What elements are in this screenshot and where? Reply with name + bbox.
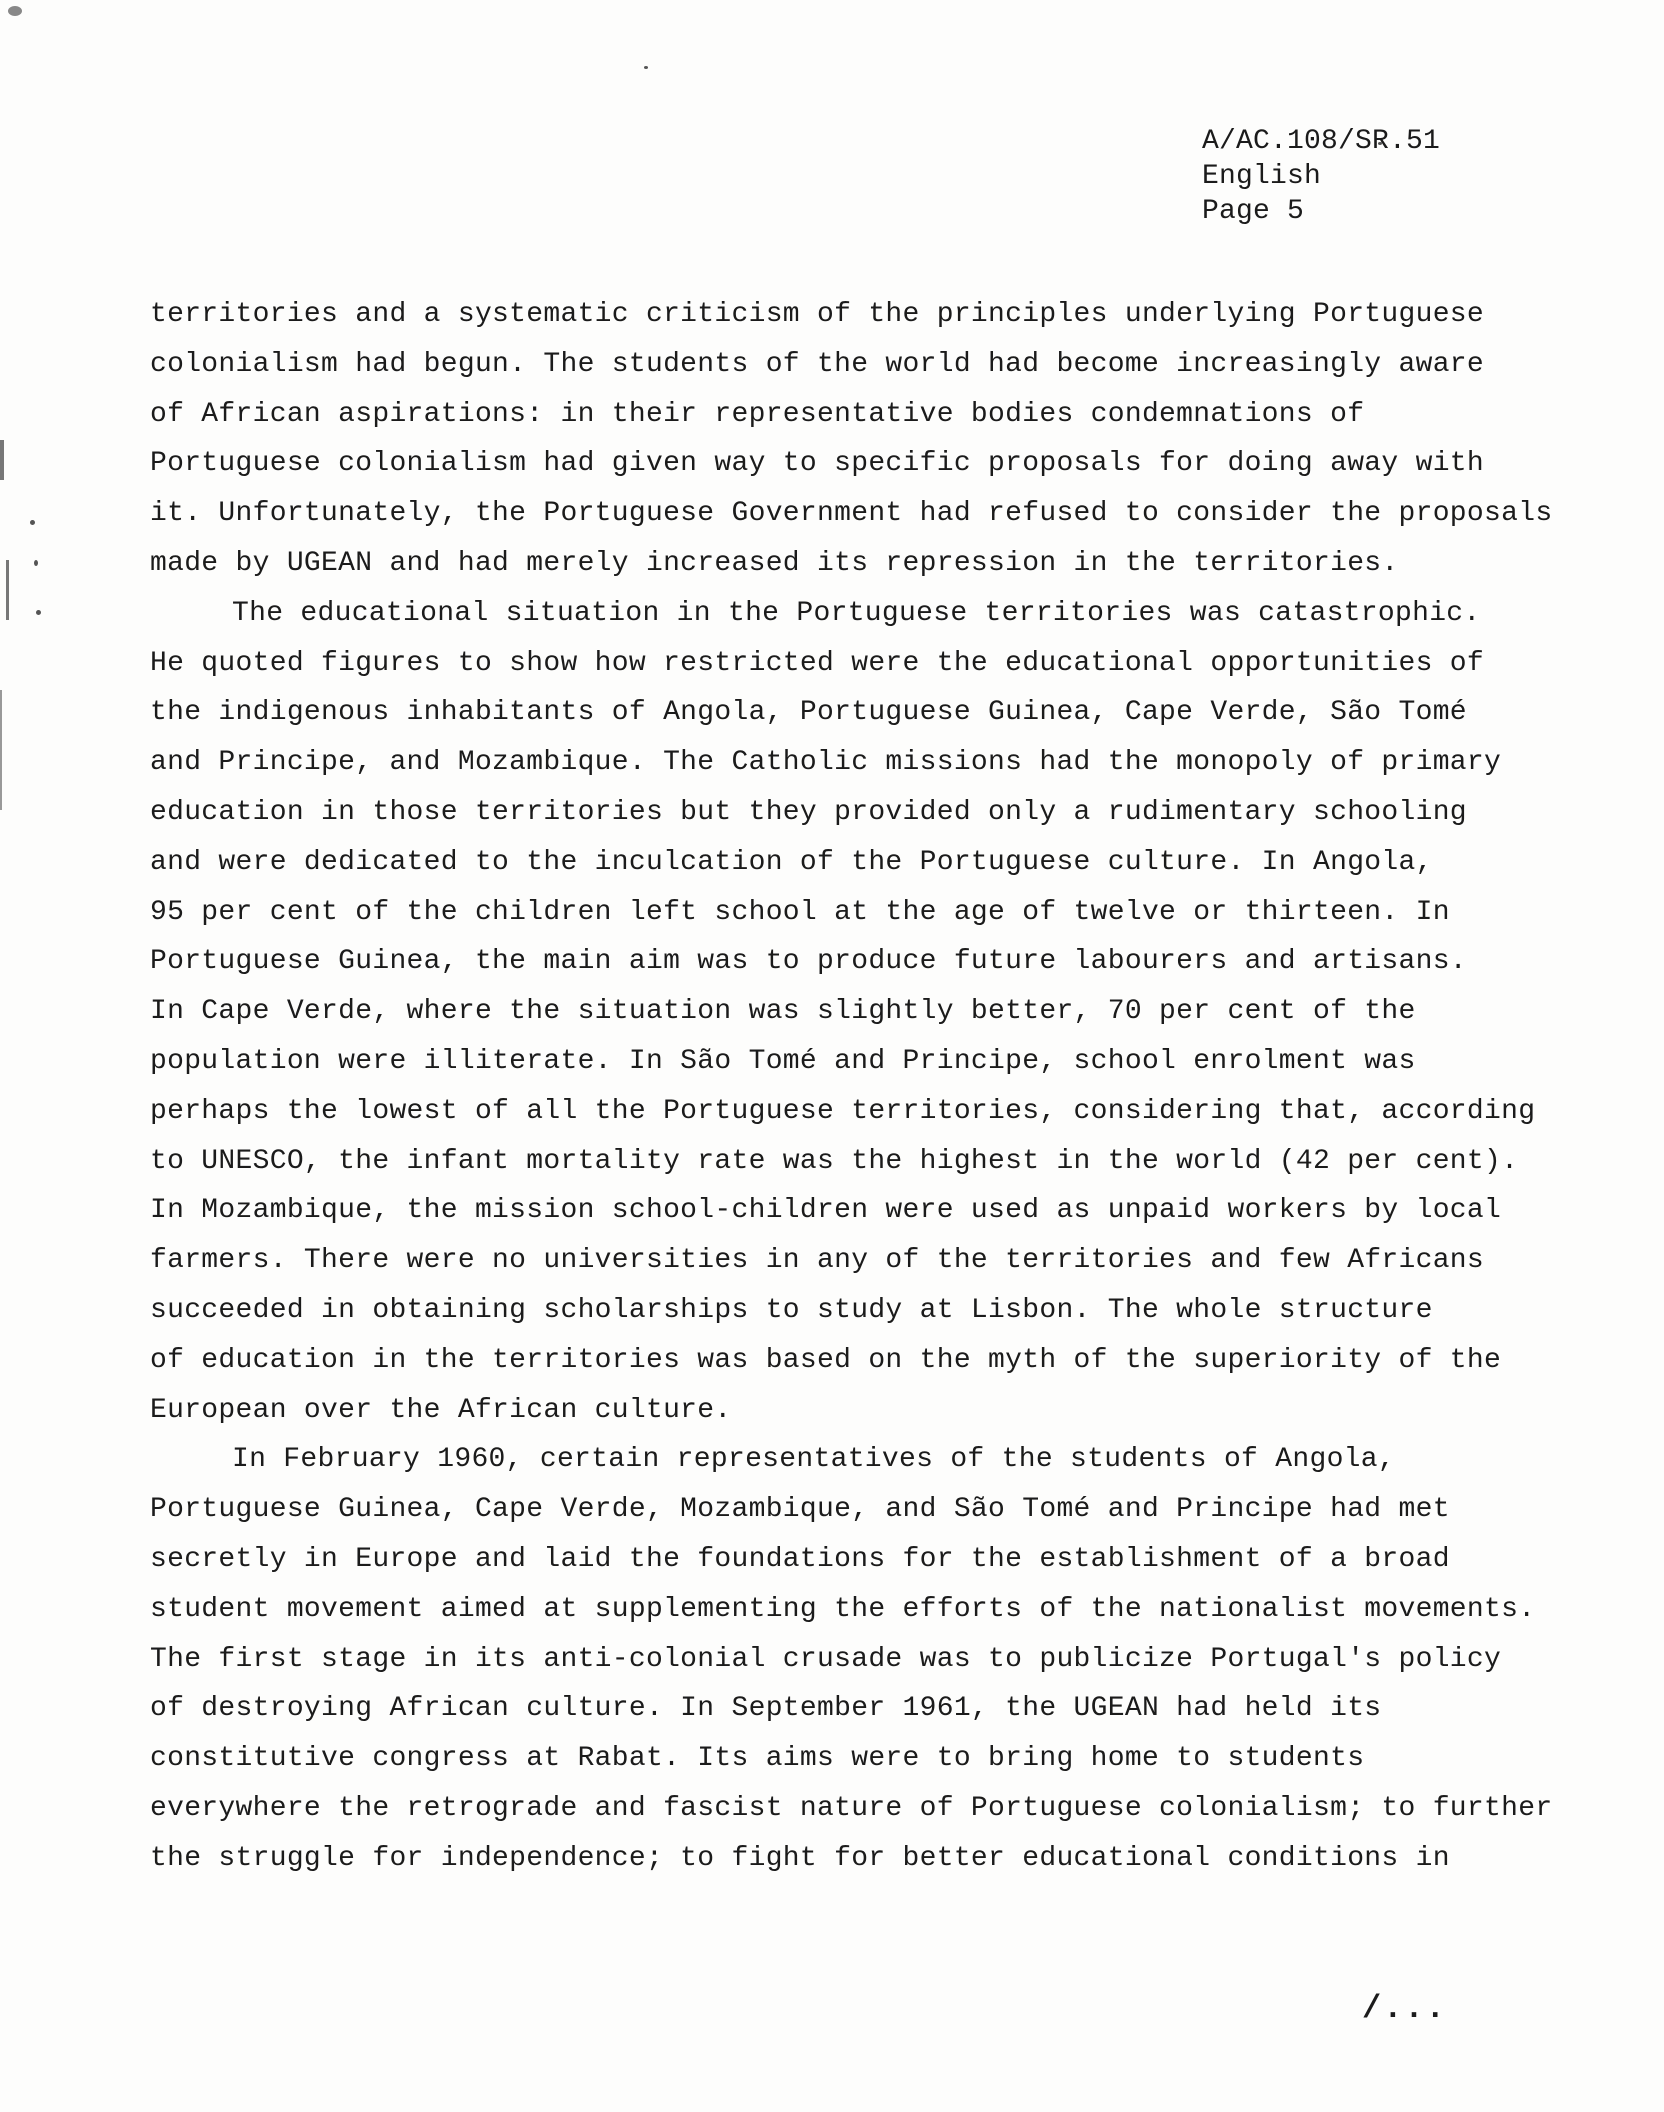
- text-line: constitutive congress at Rabat. Its aims were to bring home to students: [150, 1743, 1365, 1775]
- scan-artifact-speck: [30, 520, 35, 525]
- text-line: 95 per cent of the children left school at the age of twelve or thirteen. In: [150, 896, 1450, 928]
- text-line: The educational situation in the Portuguese territories was catastrophic.: [232, 597, 1481, 629]
- text-line: farmers. There were no universities in any of the territories and few Africans: [150, 1245, 1485, 1277]
- text-line: of education in the territories was based on the myth of the superiority of the: [150, 1344, 1502, 1376]
- text-line: European over the African culture.: [150, 1394, 732, 1426]
- scan-artifact-speck: [8, 6, 22, 16]
- text-line: Portuguese colonialism had given way to specific proposals for doing away with: [150, 448, 1485, 480]
- text-line: student movement aimed at supplementing the efforts of the nationalist movements.: [150, 1593, 1536, 1625]
- text-line: the indigenous inhabitants of Angola, Portuguese Guinea, Cape Verde, São Tomé: [150, 697, 1467, 729]
- text-line: secretly in Europe and laid the foundations for the establishment of a broad: [150, 1543, 1450, 1575]
- text-line: succeeded in obtaining scholarships to study at Lisbon. The whole structure: [150, 1294, 1433, 1326]
- scan-artifact-margin-streak: [0, 440, 4, 480]
- text-line: to UNESCO, the infant mortality rate was the highest in the world (42 per cent).: [150, 1145, 1519, 1177]
- text-line: He quoted figures to show how restricted were the educational opportunities of: [150, 647, 1485, 679]
- text-line: colonialism had begun. The students of the world had become increasingly aware: [150, 348, 1485, 380]
- document-body: [150, 290, 1553, 1884]
- text-line: In Cape Verde, where the situation was slightly better, 70 per cent of the: [150, 996, 1416, 1028]
- scan-artifact-speck: [644, 66, 648, 69]
- text-line: In February 1960, certain representatives of the students of Angola,: [232, 1444, 1395, 1476]
- continuation-mark: /...: [1362, 1990, 1447, 2027]
- text-line: and were dedicated to the inculcation of the Portuguese culture. In Angola,: [150, 846, 1433, 878]
- text-line: Portuguese Guinea, the main aim was to produce future labourers and artisans.: [150, 946, 1467, 978]
- page-number: Page 5: [1202, 196, 1305, 227]
- text-line: the struggle for independence; to fight for better educational conditions in: [150, 1842, 1450, 1874]
- text-line: everywhere the retrograde and fascist nature of Portuguese colonialism; to further: [150, 1792, 1553, 1824]
- text-line: made by UGEAN and had merely increased its repression in the territories.: [150, 547, 1399, 579]
- document-symbol: A/AC.108/SR.51: [1202, 126, 1441, 157]
- text-line: The first stage in its anti-colonial crusade was to publicize Portugal's policy: [150, 1643, 1502, 1675]
- text-line: it. Unfortunately, the Portuguese Government had refused to consider the proposals: [150, 498, 1553, 530]
- text-line: population were illiterate. In São Tomé and Principe, school enrolment was: [150, 1045, 1416, 1077]
- text-line: of destroying African culture. In September 1961, the UGEAN had held its: [150, 1693, 1382, 1725]
- document-header: [1202, 124, 1562, 229]
- scan-artifact-speck: [36, 610, 41, 615]
- text-line: In Mozambique, the mission school-children were used as unpaid workers by local: [150, 1195, 1502, 1227]
- text-line: territories and a systematic criticism of the principles underlying Portuguese: [150, 299, 1485, 330]
- text-line: and Principe, and Mozambique. The Catholic missions had the monopoly of primary: [150, 747, 1502, 779]
- text-line: Portuguese Guinea, Cape Verde, Mozambique, and São Tomé and Principe had met: [150, 1494, 1450, 1526]
- document-language: English: [1202, 161, 1322, 192]
- scan-artifact-margin-streak: [6, 560, 9, 620]
- text-line: of African aspirations: in their representative bodies condemnations of: [150, 398, 1365, 430]
- text-line: education in those territories but they provided only a rudimentary schooling: [150, 796, 1467, 828]
- scan-artifact-speck: [34, 560, 38, 566]
- scan-artifact-margin-streak: [0, 690, 2, 810]
- text-line: perhaps the lowest of all the Portuguese territories, considering that, according: [150, 1095, 1536, 1127]
